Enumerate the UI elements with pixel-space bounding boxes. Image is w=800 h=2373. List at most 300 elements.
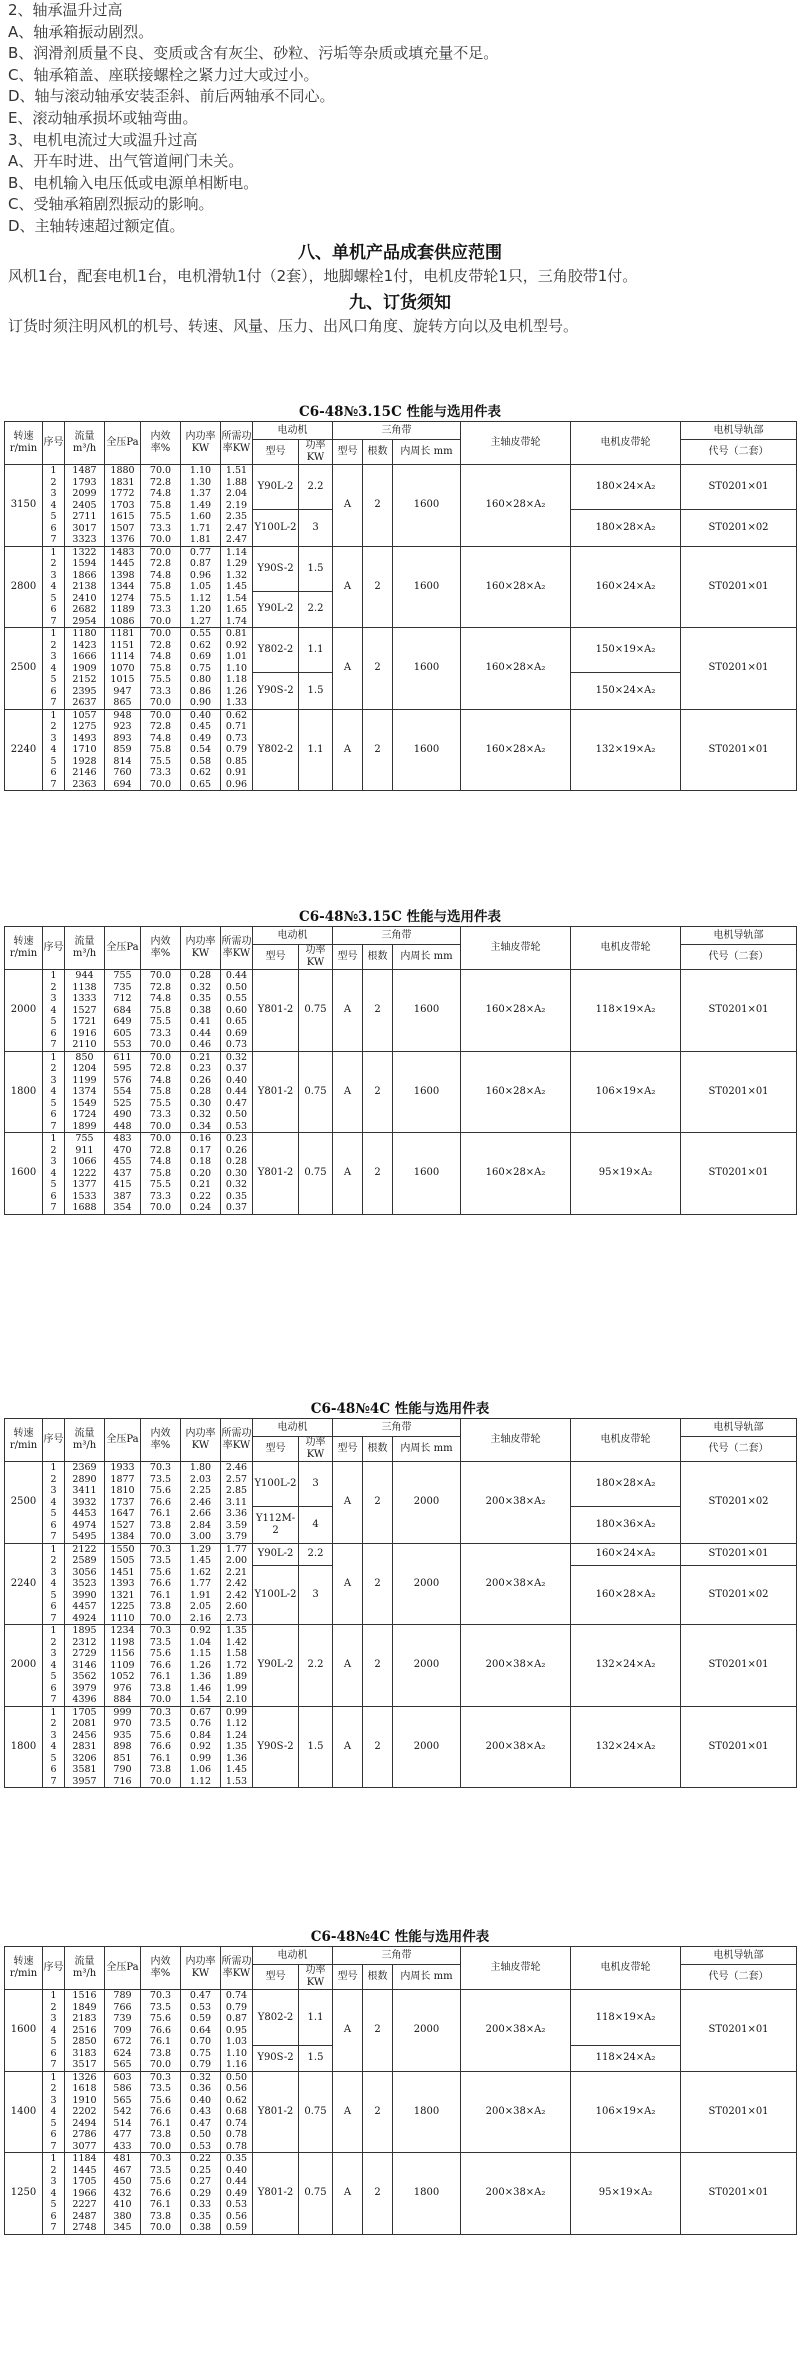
required-power-value: 1.10 [225,662,248,674]
flow-value: 1928 [72,755,97,767]
flow-value: 2410 [72,592,97,604]
power-value: 2.05 [189,1601,212,1612]
required-power-cell [221,1462,253,1544]
power-cell [181,1462,221,1544]
flow-value: 1423 [72,639,97,651]
belt-length-cell: 2000 [393,1543,461,1625]
header-efficiency [141,1419,181,1462]
flow-value: 2850 [72,2036,97,2047]
power-value: 0.58 [189,755,212,767]
rail-code-cell: ST0201×01 [681,1625,797,1707]
seq-cell [43,2153,65,2235]
power-cell [181,1706,221,1788]
power-value: 0.53 [189,2140,212,2152]
pressure-cell [105,1133,141,1215]
required-power-value: 2.47 [225,522,248,534]
header-pressure-line: Pa [126,437,139,448]
main-pulley-cell: 160×28×A₂ [461,628,571,710]
header-power-line: KW [191,948,210,959]
seq-value: 4 [50,2187,57,2199]
main-pulley-cell: 200×38×A₂ [461,1990,571,2072]
seq-value: 2 [50,1063,57,1074]
efficiency-value: 70.0 [149,1039,172,1050]
flow-cell [65,970,105,1052]
flow-value: 3183 [72,2047,97,2059]
flow-value: 3990 [72,1589,97,1601]
power-value: 0.87 [189,558,212,569]
header-speed-line: 转速 [13,1428,34,1439]
required-power-cell [221,709,253,791]
header-pressure-line: 全压 [106,437,127,448]
pressure-value: 716 [113,1775,132,1787]
efficiency-value: 76.1 [149,1508,172,1519]
motor-pulley-cell: 95×19×A₂ [571,1133,681,1215]
efficiency-cell [141,2071,181,2153]
flow-cell [65,1990,105,2072]
power-value: 0.21 [189,1051,212,1063]
seq-value: 1 [50,1706,57,1718]
seq-cell [43,709,65,791]
belt-count-cell: 2 [363,2071,393,2153]
power-cell [181,628,221,710]
flow-value: 2183 [72,2013,97,2024]
pressure-value: 410 [113,2199,132,2210]
speed-cell: 1250 [5,2153,43,2235]
pressure-value: 1550 [110,1543,135,1555]
power-value: 1.05 [189,581,212,592]
text-line: E、滚动轴承损坏或轴弯曲。 [8,108,198,127]
required-power-value: 0.68 [225,2106,248,2117]
power-value: 0.32 [189,2071,212,2083]
required-power-value: 1.53 [225,1775,248,1787]
pressure-cell [105,465,141,547]
required-power-value: 2.04 [225,488,248,499]
required-power-value: 0.56 [225,2210,248,2222]
header-motor-pulley: 电机皮带轮 [571,927,681,970]
efficiency-value: 73.3 [149,604,172,615]
efficiency-value: 75.6 [149,1485,172,1496]
seq-value: 2 [50,476,57,488]
pressure-value: 611 [113,1051,132,1063]
header-required-power [221,1947,253,1990]
pressure-value: 437 [113,1167,132,1179]
flow-value: 2786 [72,2129,97,2140]
required-power-value: 1.12 [225,1718,248,1729]
efficiency-value: 70.0 [149,778,172,790]
required-power-value: 0.87 [225,2013,248,2024]
header-required-power [221,1419,253,1462]
header-flow-line: m³/h [72,1968,97,1979]
efficiency-value: 75.6 [149,1566,172,1578]
flow-value: 2748 [72,2222,97,2233]
speed-cell: 2500 [5,1462,43,1544]
seq-cell [43,1706,65,1788]
speed-cell: 1800 [5,1051,43,1133]
seq-value: 2 [50,1636,57,1648]
flow-cell [65,546,105,628]
efficiency-value: 73.3 [149,1190,172,1202]
text-line: B、润滑剂质量不良、变质或含有灰尘、砂粒、污垢等杂质或填充量不足。 [8,44,499,63]
flow-value: 3146 [72,1659,97,1671]
belt-model-cell: A [333,1462,363,1544]
flow-value: 2146 [72,767,97,778]
power-value: 0.40 [189,2094,212,2106]
seq-value: 2 [50,1144,57,1156]
speed-cell: 1400 [5,2071,43,2153]
rail-code-cell: ST0201×01 [681,465,797,510]
header-motor-pulley: 电机皮带轮 [571,1419,681,1462]
power-value: 0.32 [189,981,212,993]
efficiency-value: 73.5 [149,1718,172,1729]
performance-table-2 [0,908,800,1215]
required-power-cell [221,970,253,1052]
belt-length-cell: 1600 [393,709,461,791]
pressure-value: 525 [113,1097,132,1109]
header-belt-model: 型号 [333,1437,363,1462]
power-value: 1.04 [189,1636,212,1648]
header-flow-line: m³/h [72,948,97,959]
efficiency-value: 70.0 [149,628,172,639]
belt-count-cell: 2 [363,1462,393,1544]
required-power-value: 0.59 [225,2222,248,2233]
performance-table-4 [0,1928,800,2235]
seq-value: 7 [50,1775,57,1787]
header-power-line: KW [191,1440,210,1451]
motor-kw-cell: 2.2 [299,591,333,627]
power-cell [181,1990,221,2072]
header-speed [5,1419,43,1462]
pressure-value: 554 [113,1086,132,1097]
pressure-value: 649 [113,1016,132,1027]
flow-value: 1710 [72,744,97,755]
header-power-line: 内功率 [185,936,216,947]
flow-value: 2395 [72,685,97,697]
section-9-heading: 九、订货须知 [349,292,451,313]
pressure-value: 542 [113,2106,132,2117]
motor-kw-cell: 1.5 [299,2046,333,2071]
power-value: 2.84 [189,1519,212,1531]
power-value: 1.12 [189,592,212,604]
efficiency-value: 70.0 [149,1051,172,1063]
header-efficiency-line: % [160,1968,171,1979]
efficiency-cell [141,465,181,547]
pressure-value: 1483 [110,546,135,558]
flow-value: 2456 [72,1729,97,1741]
required-power-value: 1.32 [225,569,248,581]
spec-table [4,1418,797,1788]
pressure-value: 1831 [110,476,135,488]
power-cell [181,709,221,791]
main-pulley-cell: 160×28×A₂ [461,465,571,547]
required-power-value: 2.35 [225,511,248,522]
efficiency-value: 76.6 [149,1741,172,1752]
header-flow [65,1947,105,1990]
power-value: 1.06 [189,1764,212,1775]
seq-value: 1 [50,1462,57,1473]
header-motor: 电动机 [253,1947,333,1965]
efficiency-value: 76.6 [149,1659,172,1671]
efficiency-value: 72.8 [149,721,172,732]
header-motor-pulley: 电机皮带轮 [571,1947,681,1990]
motor-kw-cell: 1.5 [299,673,333,709]
belt-length-cell: 1600 [393,1051,461,1133]
pressure-value: 739 [113,2013,132,2024]
seq-value: 5 [50,1589,57,1601]
power-value: 0.49 [189,732,212,744]
belt-count-cell: 2 [363,1990,393,2072]
power-value: 0.77 [189,546,212,558]
table-row [5,1543,797,1554]
text-section [8,0,792,336]
required-power-value: 1.24 [225,1729,248,1741]
required-power-value: 1.29 [225,558,248,569]
required-power-value: 2.42 [225,1589,248,1601]
belt-count-cell: 2 [363,1706,393,1788]
pressure-value: 999 [113,1706,132,1718]
seq-value: 5 [50,1671,57,1682]
spec-table [4,926,797,1215]
power-value: 1.81 [189,534,212,545]
main-pulley-cell: 160×28×A₂ [461,546,571,628]
flow-value: 3077 [72,2140,97,2152]
required-power-value: 1.45 [225,1764,248,1775]
pressure-value: 514 [113,2117,132,2129]
header-seq [43,422,65,465]
motor-model-cell: Y90S-2 [253,1706,299,1788]
seq-value: 6 [50,2047,57,2059]
seq-value: 1 [50,1051,57,1063]
flow-value: 2363 [72,778,97,790]
main-pulley-cell: 200×38×A₂ [461,1706,571,1788]
belt-model-cell: A [333,2071,363,2153]
table-caption: C6-48№3.15C 性能与选用件表 [298,404,502,420]
header-motor-pulley: 电机皮带轮 [571,422,681,465]
pressure-value: 789 [113,1990,132,2001]
power-value: 0.29 [189,2187,212,2199]
efficiency-value: 73.5 [149,1636,172,1648]
header-seq [43,1947,65,1990]
pressure-value: 948 [113,709,132,721]
flow-value: 850 [75,1051,94,1063]
power-value: 0.30 [189,1097,212,1109]
required-power-value: 0.37 [225,1202,248,1213]
header-belt: 三角带 [333,1419,461,1437]
power-value: 1.12 [189,1775,212,1787]
power-value: 0.41 [189,1016,212,1027]
required-power-value: 0.79 [225,2001,248,2013]
required-power-value: 1.58 [225,1648,248,1659]
pressure-value: 624 [113,2047,132,2059]
required-power-value: 0.71 [225,721,248,732]
table-row [5,546,797,557]
required-power-value: 0.60 [225,1004,248,1016]
efficiency-value: 73.5 [149,1555,172,1566]
flow-cell [65,1462,105,1544]
required-power-cell [221,1706,253,1788]
power-value: 0.69 [189,651,212,662]
seq-cell [43,1462,65,1544]
power-value: 0.53 [189,2001,212,2013]
header-efficiency [141,422,181,465]
seq-value: 3 [50,651,57,662]
efficiency-value: 75.8 [149,744,172,755]
speed-cell: 2240 [5,709,43,791]
flow-value: 1326 [72,2071,97,2083]
power-value: 0.26 [189,1074,212,1086]
required-power-value: 0.79 [225,744,248,755]
header-motor: 电动机 [253,1419,333,1437]
belt-count-cell: 2 [363,465,393,547]
required-power-value: 2.47 [225,534,248,545]
required-power-value: 3.11 [225,1496,248,1508]
pressure-value: 576 [113,1074,132,1086]
pressure-value: 712 [113,993,132,1004]
header-required-power-line: KW [232,948,251,959]
seq-value: 2 [50,2083,57,2094]
seq-value: 5 [50,511,57,522]
required-power-value: 1.89 [225,1671,248,1682]
motor-model-cell: Y100L-2 [253,1566,299,1625]
pressure-value: 1737 [110,1496,135,1508]
speed-cell: 1600 [5,1990,43,2072]
pressure-value: 1647 [110,1508,135,1519]
seq-cell [43,1133,65,1215]
flow-value: 1533 [72,1190,97,1202]
header-power-line: KW [191,1968,210,1979]
seq-value: 1 [50,2153,57,2164]
motor-pulley-cell: 180×28×A₂ [571,1462,681,1507]
flow-value: 1374 [72,1086,97,1097]
efficiency-value: 74.8 [149,732,172,744]
motor-pulley-cell: 118×19×A₂ [571,970,681,1052]
pressure-value: 851 [113,1752,132,1764]
seq-value: 3 [50,732,57,744]
efficiency-value: 76.1 [149,1671,172,1682]
flow-value: 2122 [72,1543,97,1555]
seq-value: 7 [50,2059,57,2070]
main-pulley-cell: 200×38×A₂ [461,1543,571,1625]
required-power-value: 3.79 [225,1531,248,1542]
efficiency-cell [141,1706,181,1788]
header-flow-line: 流量 [74,1428,95,1439]
header-flow [65,927,105,970]
power-value: 0.25 [189,2164,212,2176]
power-value: 0.28 [189,1086,212,1097]
seq-value: 2 [50,1473,57,1485]
required-power-value: 0.55 [225,993,248,1004]
efficiency-cell [141,970,181,1052]
table-row [5,1990,797,2001]
header-speed-line: 转速 [13,431,34,442]
seq-value: 1 [50,546,57,558]
header-motor-kw [299,440,333,465]
required-power-value: 0.62 [225,2094,248,2106]
power-value: 0.76 [189,1718,212,1729]
header-pressure-line: Pa [126,1434,139,1445]
flow-value: 2682 [72,604,97,615]
flow-value: 1705 [72,1706,97,1718]
efficiency-value: 75.8 [149,662,172,674]
power-value: 0.22 [189,1190,212,1202]
flow-value: 4974 [72,1519,97,1531]
required-power-cell [221,1543,253,1625]
header-efficiency-line: % [160,1440,171,1451]
header-pressure [105,1419,141,1462]
required-power-value: 0.28 [225,1156,248,1167]
power-value: 2.46 [189,1496,212,1508]
required-power-cell [221,546,253,628]
efficiency-value: 75.5 [149,674,172,685]
efficiency-value: 73.8 [149,2210,172,2222]
power-value: 0.55 [189,628,212,639]
flow-value: 2369 [72,1462,97,1473]
motor-kw-cell: 1.1 [299,1990,333,2046]
speed-cell: 2000 [5,1625,43,1707]
flow-value: 1721 [72,1016,97,1027]
efficiency-value: 70.0 [149,697,172,708]
rail-code-cell: ST0201×01 [681,628,797,710]
text-line: B、电机输入电压低或电源单相断电。 [8,173,259,192]
header-motor-kw-line: 功率 [305,440,326,451]
pressure-cell [105,1706,141,1788]
header-required-power-line: 功率 [222,1956,252,1979]
power-value: 1.27 [189,615,212,627]
header-power [181,927,221,970]
belt-model-cell: A [333,709,363,791]
header-belt-length: 内周长 mm [393,1965,461,1990]
header-required-power [221,927,253,970]
motor-model-cell: Y112M-2 [253,1507,299,1543]
flow-value: 3979 [72,1682,97,1694]
required-power-value: 0.96 [225,778,248,790]
belt-model-cell: A [333,1133,363,1215]
efficiency-value: 75.8 [149,581,172,592]
required-power-value: 0.32 [225,1179,248,1190]
pressure-cell [105,546,141,628]
header-efficiency [141,1947,181,1990]
header-belt-model: 型号 [333,440,363,465]
pressure-cell [105,970,141,1052]
seq-cell [43,1625,65,1707]
flow-value: 1180 [72,628,97,639]
required-power-value: 0.50 [225,2071,248,2083]
required-power-value: 1.45 [225,581,248,592]
pressure-cell [105,628,141,710]
required-power-value: 1.65 [225,604,248,615]
header-belt-model: 型号 [333,1965,363,1990]
belt-count-cell: 2 [363,1133,393,1215]
power-value: 0.23 [189,1063,212,1074]
header-motor: 电动机 [253,927,333,945]
efficiency-value: 70.0 [149,534,172,545]
pressure-value: 760 [113,767,132,778]
efficiency-value: 76.6 [149,1496,172,1508]
main-pulley-cell: 200×38×A₂ [461,2071,571,2153]
motor-kw-cell: 0.75 [299,970,333,1052]
flow-value: 1849 [72,2001,97,2013]
power-value: 0.40 [189,709,212,721]
motor-pulley-cell: 180×24×A₂ [571,465,681,510]
pressure-value: 1052 [110,1671,135,1682]
header-main-pulley: 主轴皮带轮 [461,927,571,970]
pressure-value: 923 [113,721,132,732]
pressure-value: 1109 [110,1659,135,1671]
motor-pulley-cell: 150×19×A₂ [571,628,681,673]
main-pulley-cell: 200×38×A₂ [461,2153,571,2235]
efficiency-value: 70.3 [149,1462,172,1473]
motor-kw-cell: 2.2 [299,1543,333,1566]
efficiency-value: 70.0 [149,465,172,476]
